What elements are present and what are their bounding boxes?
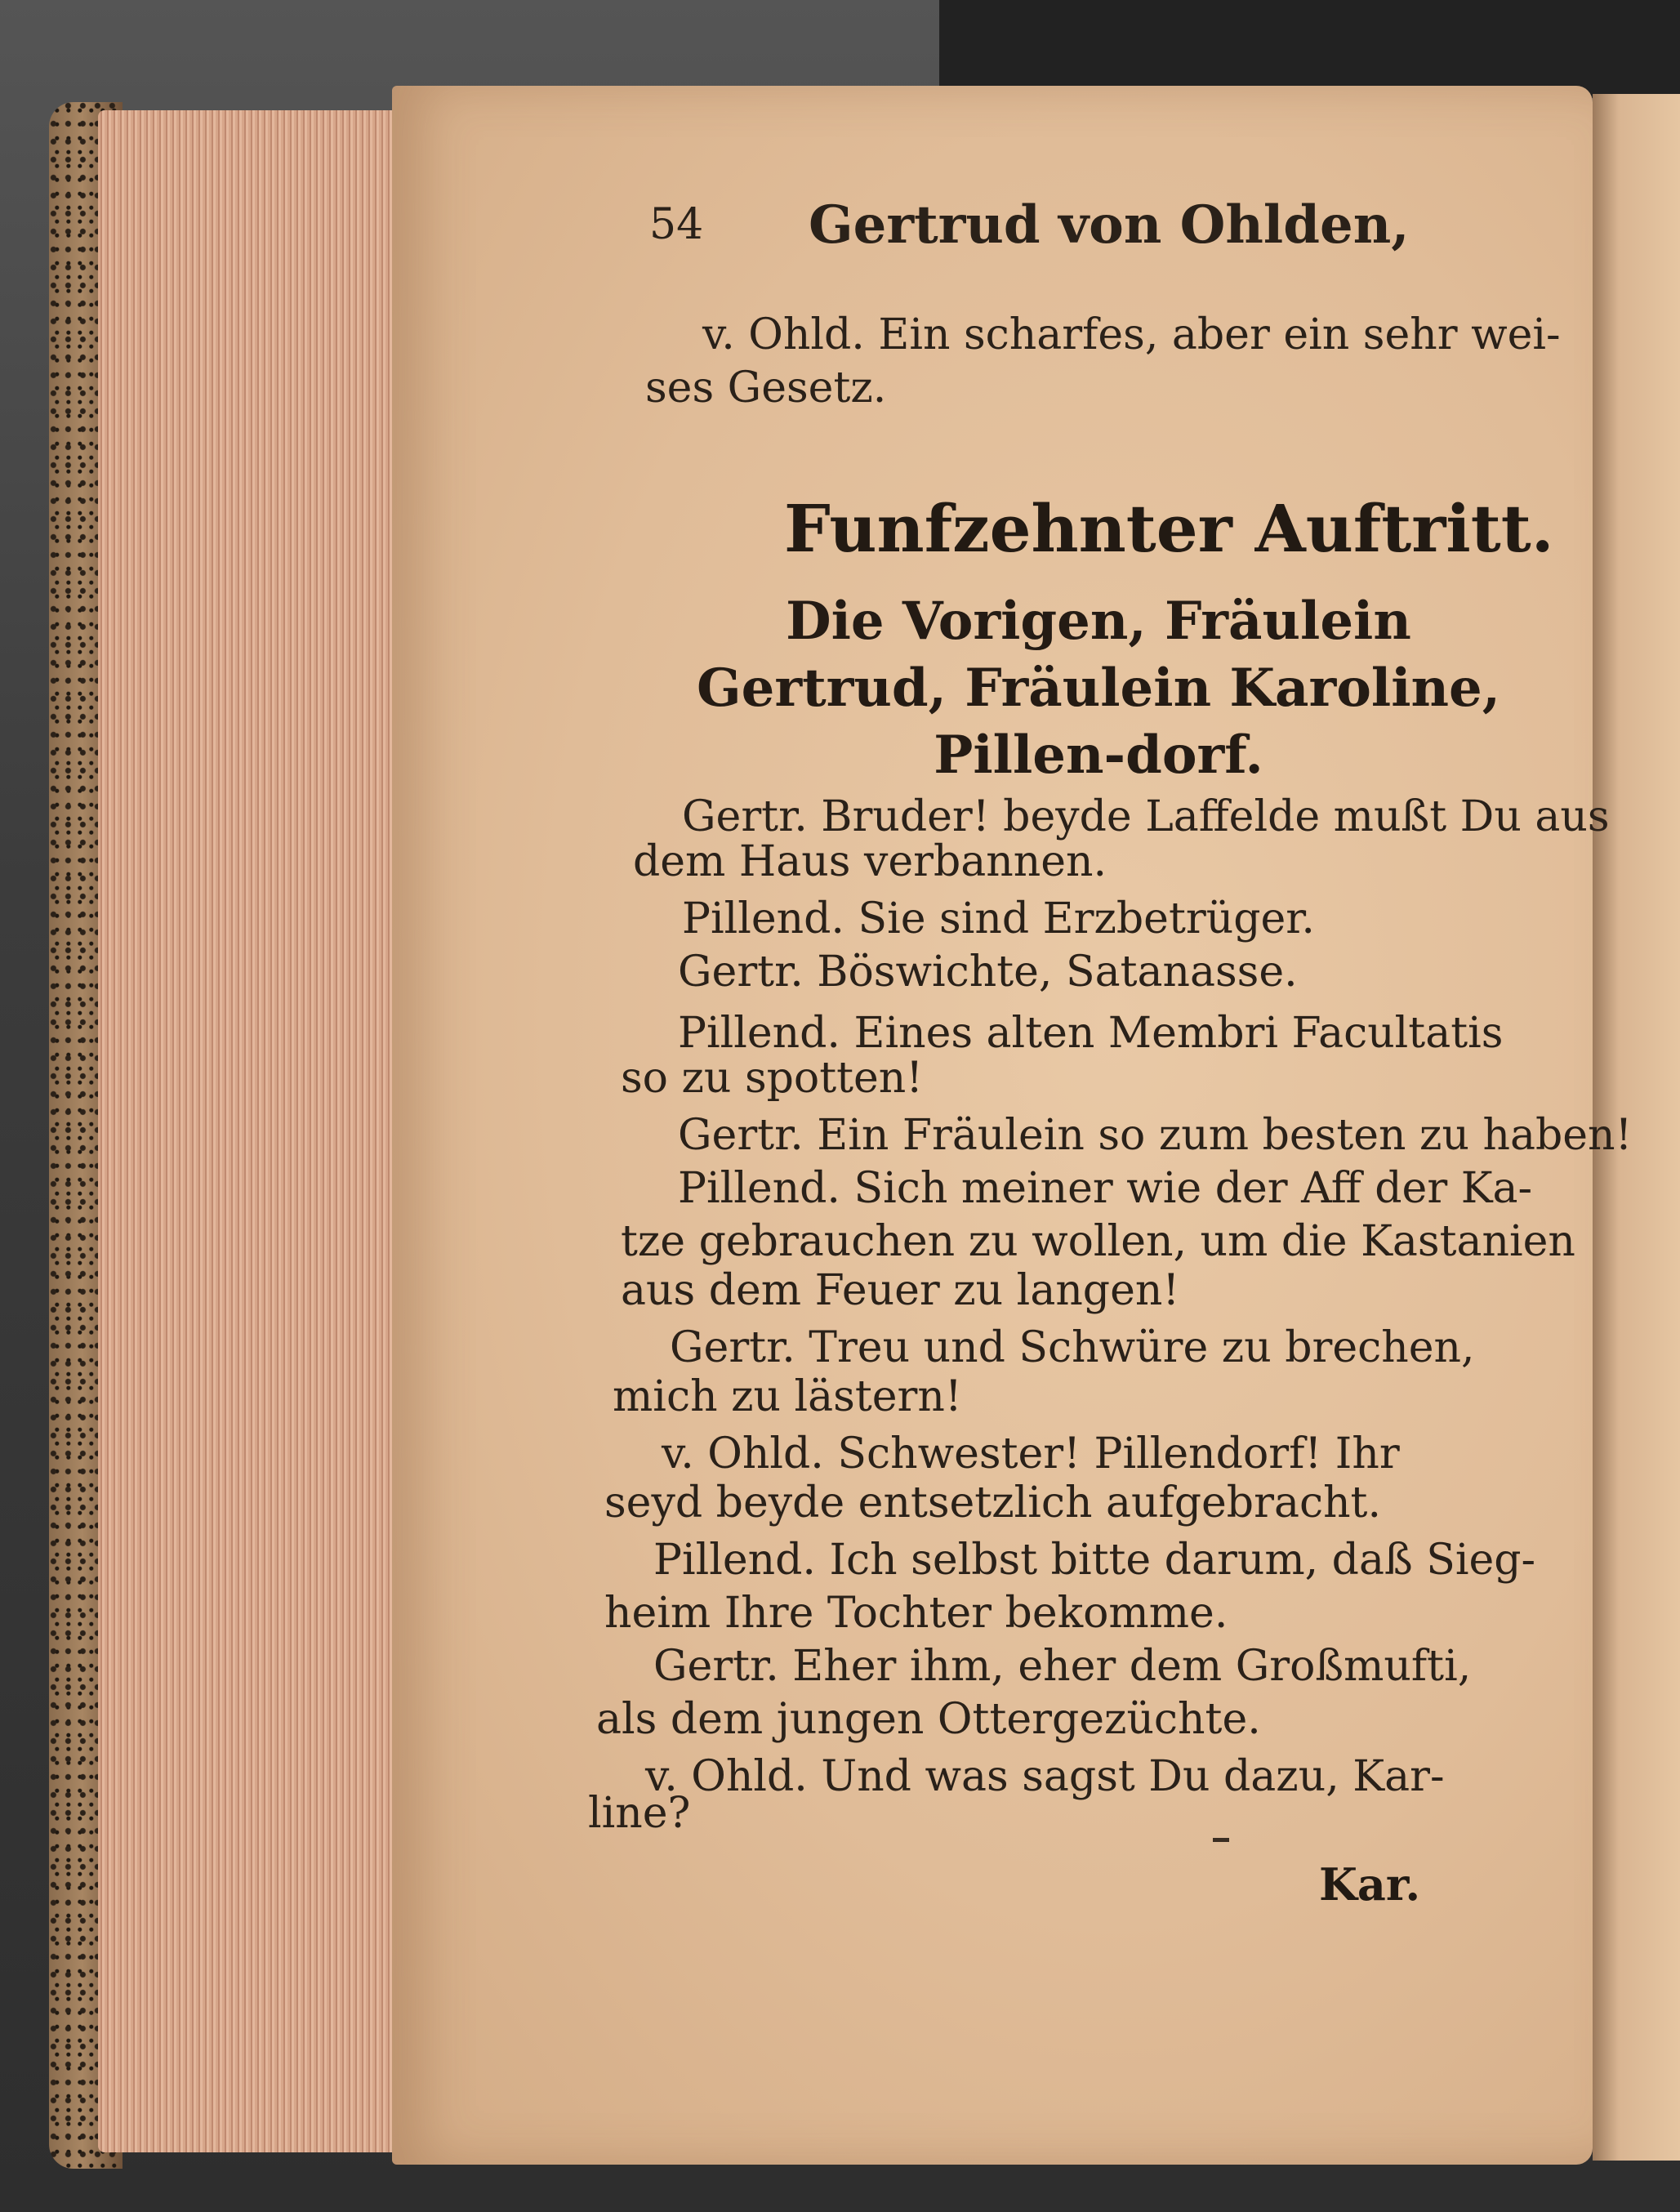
- scene-title: Funfzehnter Auftritt.: [784, 490, 1554, 567]
- text-line: als dem jungen Ottergezüchte.: [596, 1695, 1261, 1744]
- text-line: ses Gesetz.: [645, 363, 887, 413]
- text-line: so zu spotten!: [621, 1054, 924, 1103]
- background-strip: [939, 0, 1680, 98]
- text-line: mich zu lästern!: [613, 1372, 962, 1421]
- text-line: line?: [588, 1789, 691, 1838]
- text-line: Gertr. Bruder! beyde Laffelde mußt Du aus: [682, 792, 1610, 841]
- text-line: Gertr. Treu und Schwüre zu brechen,: [670, 1323, 1475, 1372]
- text-line: Gertr. Böswichte, Satanasse.: [678, 948, 1298, 997]
- text-line: Pillend. Ich selbst bitte darum, daß Sieg-: [653, 1536, 1536, 1585]
- text-line: Gertr. Eher ihm, eher dem Großmufti,: [653, 1642, 1472, 1691]
- page-number: 54: [649, 200, 704, 249]
- text-line: heim Ihre Tochter bekomme.: [604, 1589, 1228, 1638]
- text-line: v. Ohld. Schwester! Pillendorf! Ihr: [662, 1429, 1400, 1478]
- text-line: Gertr. Ein Fräulein so zum besten zu haben!: [678, 1111, 1633, 1160]
- catchword: Kar.: [1319, 1858, 1421, 1911]
- running-title: Gertrud von Ohlden,: [809, 194, 1410, 256]
- text-line: aus dem Feuer zu langen!: [621, 1266, 1180, 1315]
- divider-mark: [1213, 1838, 1229, 1842]
- text-line: v. Ohld. Und was sagst Du dazu, Kar-: [645, 1752, 1445, 1801]
- text-line: Pillend. Sie sind Erzbetrüger.: [682, 894, 1315, 943]
- text-line: Pillend. Sich meiner wie der Aff der Ka-: [678, 1164, 1533, 1213]
- text-line: seyd beyde entsetzlich aufgebracht.: [604, 1478, 1381, 1527]
- text-line: Pillend. Eines alten Membri Facultatis: [678, 1009, 1504, 1058]
- text-line: v. Ohld. Ein scharfes, aber ein sehr wei-: [702, 310, 1561, 359]
- page-edges: [98, 110, 417, 2152]
- scene-cast: Die Vorigen, Fräulein Gertrud, Fräulein Karoline, Pillen-dorf.: [696, 591, 1501, 786]
- text-line: dem Haus verbannen.: [633, 837, 1107, 886]
- text-line: tze gebrauchen zu wollen, um die Kastanien: [621, 1217, 1575, 1266]
